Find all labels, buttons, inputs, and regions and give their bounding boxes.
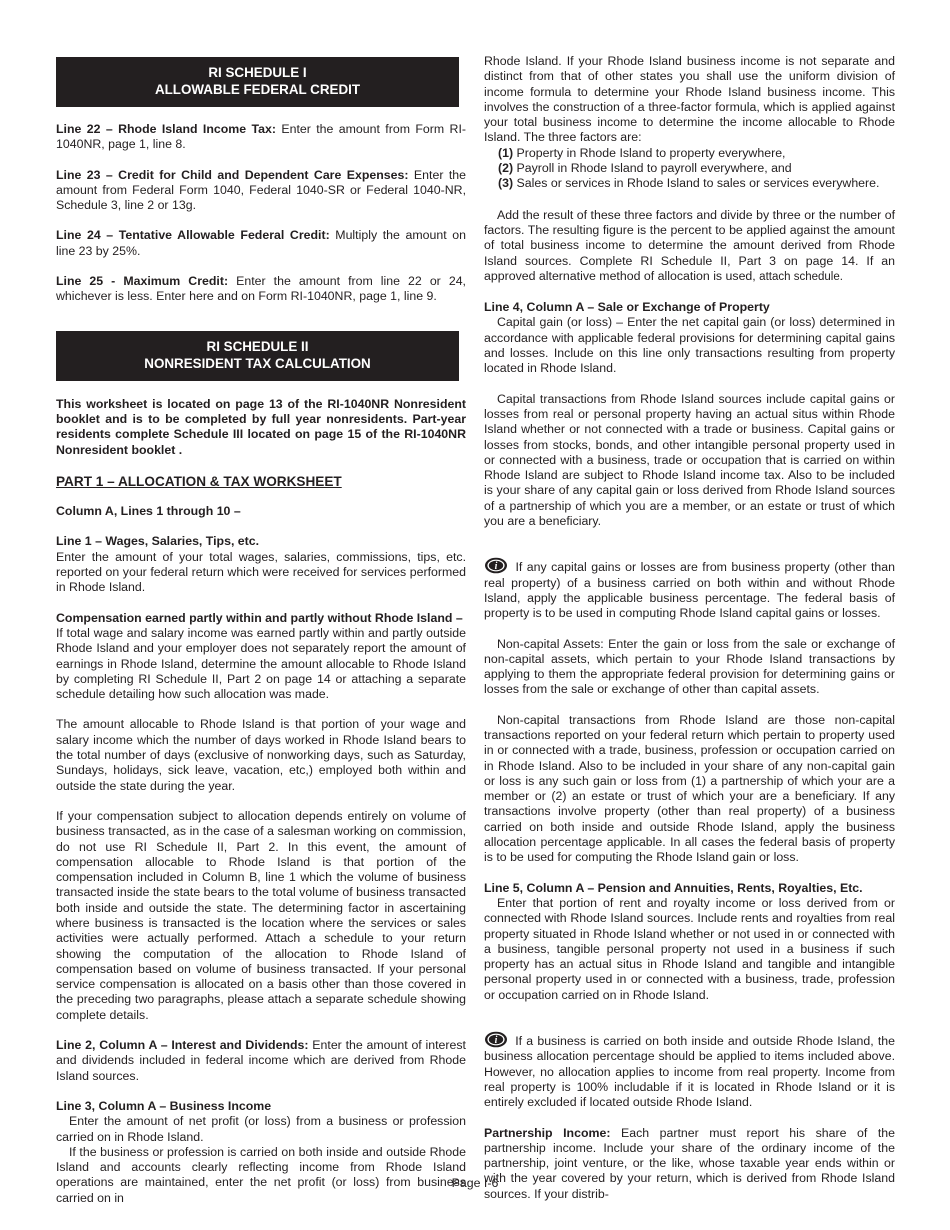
factors-text: Add the result of these three factors and divide by three or the number of factors. The resulting figure is the percent to be applied against the amount of total business income to determine the amount derived from Rhode Island sources. Complete RI Schedule II, Part 3 on page 14. If an approved alternative method of allocation is used, attach schedule. <box>484 207 895 283</box>
line-23-paragraph: Line 23 – Credit for Child and Dependent Care Expenses: Enter the amount from Federal Form 1040, Federal 1040-SR or Federal 1040-NR, Schedule 3, line 2 or 13g. <box>56 167 466 213</box>
compensation-heading: Compensation earned partly within and partly without Rhode Island – <box>56 610 463 625</box>
schedule-ii-banner <box>56 331 459 381</box>
info-icon <box>484 1031 508 1048</box>
banner-line: RI SCHEDULE I <box>208 65 307 80</box>
info-note-business: i If a business is carried on both inside and outside Rhode Island, the business allocation percentage should be applied to items included above. However, no allocation applies to income from real property. Income from real property is 100% includable if it is located in Rhode Island or it is entirely excluded if located outside Rhode Island. <box>484 1031 895 1110</box>
part-1-heading: PART 1 – ALLOCATION & TAX WORKSHEET <box>56 473 342 489</box>
capital-transactions-text: Capital transactions from Rhode Island sources include capital gains or losses from real or personal property having an actual situs within Rhode Island whether or not connected with a trade or business. Capital gains or losses from stocks, bonds, and other intangible personal property used in or connected with a business, trade or occupation that is carried on within Rhode Island are subject to Rhode Island income tax. Also to be included is your share of any capital gain or loss derived from Rhode Island sources of a partnership of which you are a member, or an estate or trust of which you are a beneficiary. <box>484 391 895 529</box>
line-3-text: If the business or profession is carried on both inside and outside Rhode Island and accounts clearly reflecting income from Rhode Island operations are maintained, enter the net profit (or loss) from business carried on in <box>56 1144 466 1205</box>
line-25-paragraph: Line 25 - Maximum Credit: Enter the amount from line 22 or 24, whichever is less. Enter here and on Form RI-1040NR, page 1, line 9. <box>56 274 466 304</box>
banner-line: ALLOWABLE FEDERAL CREDIT <box>154 82 361 97</box>
schedule-i-banner <box>56 57 459 107</box>
line-3-text: Enter the amount of net profit (or loss) from a business or profession carried on in Rhode Island. <box>56 1114 466 1144</box>
info-icon <box>484 557 508 574</box>
worksheet-note: This worksheet is located on page 13 of the RI-1040NR Nonresident booklet and is to be completed by full year nonresidents. Part-year residents complete Schedule III located on page 15 of the RI-1040NR Nonresident booklet . <box>56 396 466 457</box>
line-5-heading: Line 5, Column A – Pension and Annuities, Rents, Royalties, Etc. <box>484 880 863 895</box>
business-income-continued: Rhode Island. If your Rhode Island business income is not separate and distinct from that of other states you shall use the uniform division of income formula to determine your Rhode Island business income. This involves the construction of a three-factor formula, which is applied against your total business income to determine the income allocable to Rhode Island. The three factors are: <box>484 54 895 145</box>
volume-text: If your compensation subject to allocation depends entirely on volume of business transacted, as in the case of a salesman working on commission, do not use RI Schedule II, Part 2. In this event, the amount of compensation allocable to Rhode Island is that portion of the compensation included in Column B, line 1 which the volume of business transacted inside the state bears to the total volume of business transacted both inside and outside the state. The determining factor in ascertaining where business is transacted is the location where the services or sales activities were actually performed. Attach a schedule to your return showing the computation of the allocation to Rhode Island of compensation based on volume of business transacted. If your personal service compensation is allocated on a basis other than those covered in the preceding two paragraphs, please attach a separate schedule showing complete details. <box>56 808 466 1022</box>
compensation-text: If total wage and salary income was earned partly within and partly outside Rhode Island and your employer does not separately report the amount of earnings in Rhode Island, determine the amount allocable to Rhode Island by completing RI Schedule II, Part 2 on page 14 or attaching a separate schedule detailing how such allocation was made. <box>56 625 466 702</box>
column-a-heading: Column A, Lines 1 through 10 – <box>56 504 241 519</box>
non-capital-transactions-text: Non-capital transactions from Rhode Island are those non-capital transactions reported on your federal return which pertain to property used in or connected with a trade, business, profession or occupation carried on in Rhode Island. Also to be included in your share of any non-capital gain or loss is any such gain or loss from (1) a partnership of which your are a member or (2) an estate or trust of which your are a beneficiary. If any transactions involve property (other than real property) of a business carried on both inside and outside Rhode Island, apply the business allocation percentage applicable. In all cases the federal basis of property is to be used for computing the Rhode Island gain or loss. <box>484 712 895 865</box>
banner-line: NONRESIDENT TAX CALCULATION <box>144 355 371 371</box>
line-24-paragraph: Line 24 – Tentative Allowable Federal Credit: Multiply the amount on line 23 by 25%. <box>56 228 466 258</box>
line-22-paragraph: Line 22 – Rhode Island Income Tax: Enter the amount from Form RI-1040NR, page 1, line 8. <box>56 122 466 152</box>
right-column <box>484 51 895 1202</box>
list-item: (1) Property in Rhode Island to property everywhere, <box>498 145 786 160</box>
partnership-income-paragraph: Partnership Income: Each partner must report his share of the partnership income. Include your share of the ordinary income of the partnership, joint venture, or the like, whose taxable year ends within or with the year covered by your return, which is derived from Rhode Island sources. If your distrib- <box>484 1125 895 1201</box>
three-factor-list <box>484 146 895 192</box>
line-5-text: Enter that portion of rent and royalty income or loss derived from or connected with Rhode Island sources. Include rents and royalties from real property situated in Rhode Island whether or not used in or connected with a business, tangible personal property not used in a business if such property has an actual situs in Rhode Island and tangible and intangible personal property used in or connected with a business, trade, profession or occupation carried on in Rhode Island. <box>484 895 895 1002</box>
left-column <box>56 51 466 1206</box>
line-3-heading: Line 3, Column A – Business Income <box>56 1098 272 1113</box>
list-item: (3) Sales or services in Rhode Island to sales or services everywhere. <box>498 176 880 191</box>
svg-text:i: i <box>494 1035 498 1047</box>
banner-line: RI SCHEDULE II <box>206 338 309 354</box>
line-1-text: Enter the amount of your total wages, salaries, commissions, tips, etc. reported on your federal return which were received for services performed in Rhode Island. <box>56 549 466 595</box>
non-capital-assets-text: Non-capital Assets: Enter the gain or loss from the sale or exchange of non-capital assets, which pertain to your Rhode Island transactions by applying to them the appropriate federal provision for determining gains or losses from the sale or exchange of other than capital assets. <box>484 636 895 697</box>
line-2-paragraph: Line 2, Column A – Interest and Dividends: Enter the amount of interest and dividends included in federal income which are derived from Rhode Island sources. <box>56 1038 466 1083</box>
page-number: Page I-6 <box>451 1176 499 1190</box>
line-4-text: Capital gain (or loss) – Enter the net capital gain (or loss) determined in accordance with applicable federal provisions for determining capital gains and losses. Include on this line only transactions resulting from property located in Rhode Island. <box>484 315 895 376</box>
svg-text:i: i <box>494 561 498 573</box>
info-note-capital: i If any capital gains or losses are from business property (other than real property) of a business carried on both within and without Rhode Island, apply the applicable business percentage. The federal basis of property is to be used in computing Rhode Island capital gains or losses. <box>484 557 895 621</box>
line-1-heading: Line 1 – Wages, Salaries, Tips, etc. <box>56 534 260 549</box>
list-item: (2) Payroll in Rhode Island to payroll everywhere, and <box>498 161 792 176</box>
allocation-text: The amount allocable to Rhode Island is that portion of your wage and salary income which the number of days worked in Rhode Island bears to the total number of days (exclusive of nonworking days, such as Saturday, Sundays, holidays, sick leave, vacation, etc,) employed both within and outside the state during the year. <box>56 717 466 793</box>
line-4-heading: Line 4, Column A – Sale or Exchange of Property <box>484 300 770 315</box>
